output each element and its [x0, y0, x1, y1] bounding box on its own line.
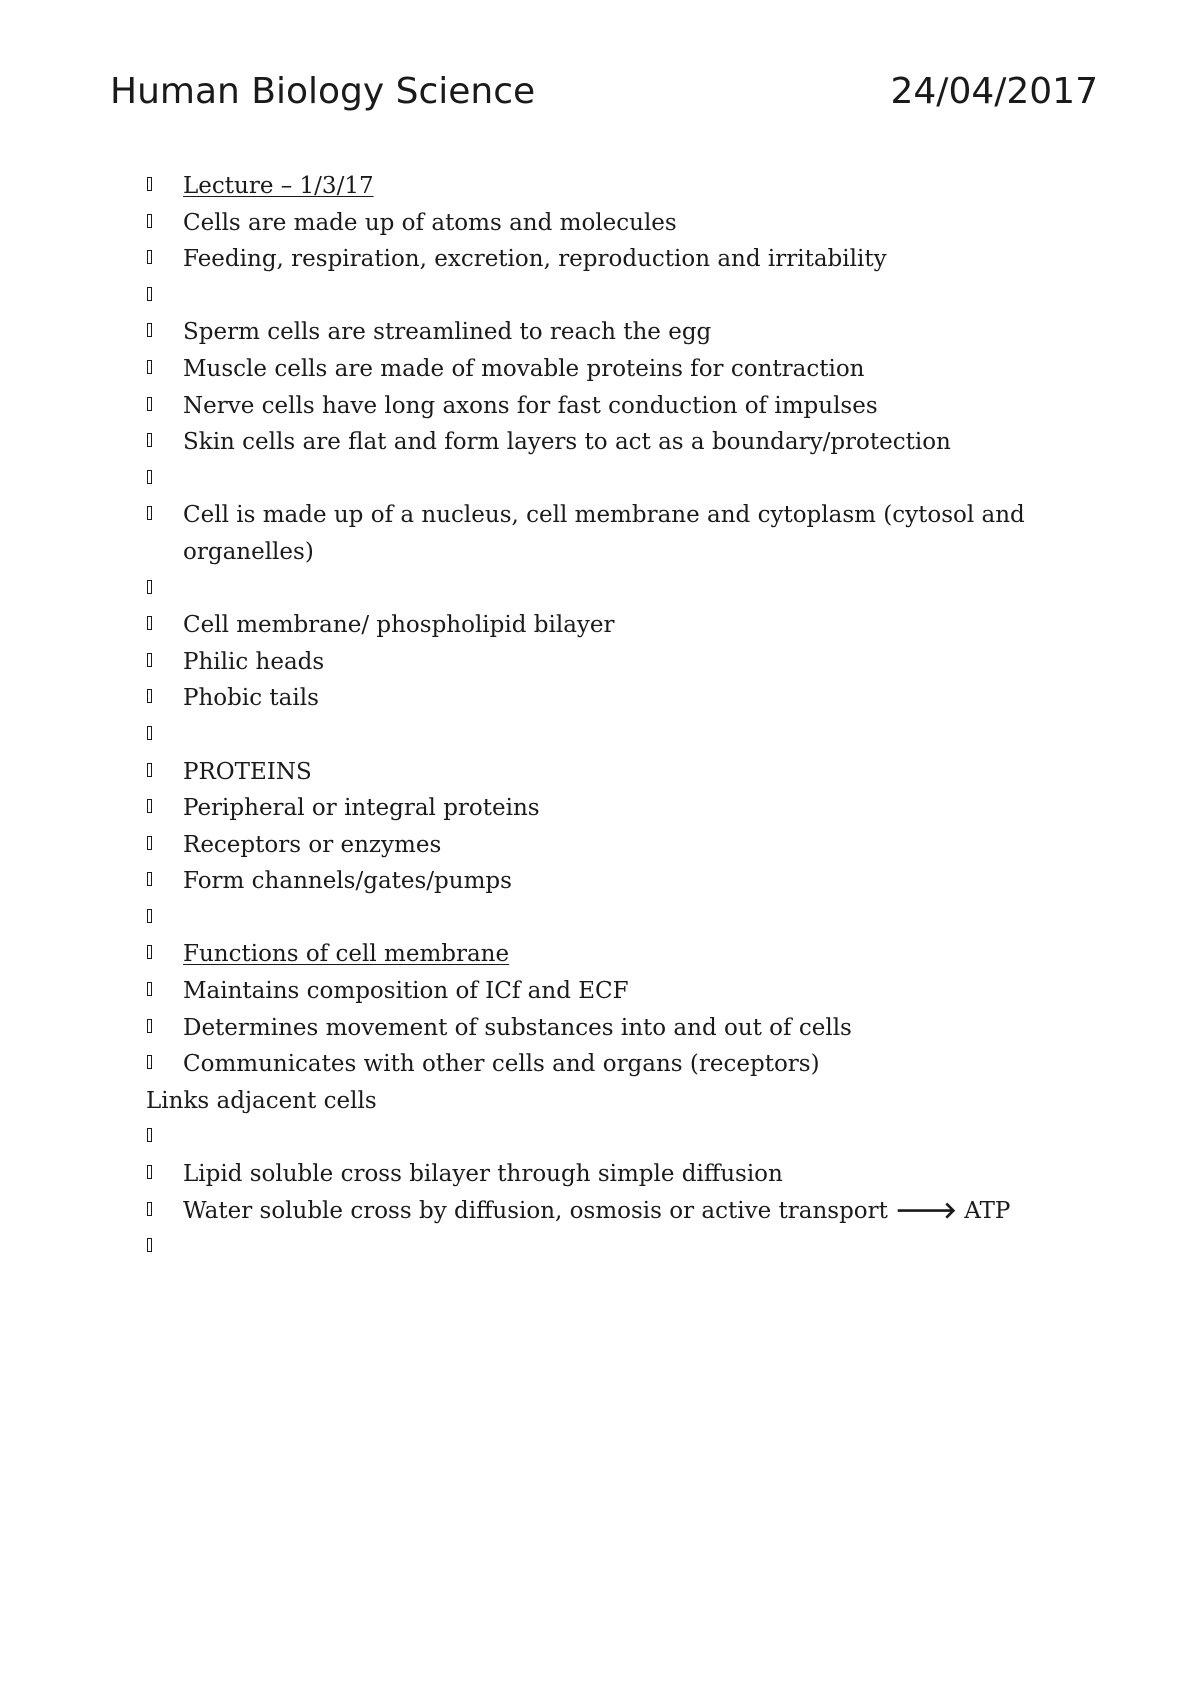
note-text: Water soluble cross by diffusion, osmosis or active transport	[183, 1197, 888, 1224]
note-line	[146, 936, 1046, 973]
note-line	[146, 973, 1046, 1010]
note-line	[146, 607, 1046, 644]
bullet-glyph-icon	[146, 205, 158, 242]
notes-list	[146, 168, 1046, 1266]
note-text: Form channels/gates/pumps	[183, 868, 512, 895]
note-line	[146, 241, 1046, 278]
bullet-glyph-icon	[146, 168, 158, 205]
bullet-glyph-icon	[146, 973, 158, 1010]
note-text: Maintains composition of ICf and ECF	[183, 978, 629, 1005]
bullet-glyph-icon	[146, 827, 158, 864]
note-line	[146, 1083, 1046, 1120]
note-line	[146, 205, 1046, 242]
note-text: Lipid soluble cross bilayer through simple diffusion	[183, 1161, 783, 1188]
note-line	[146, 1193, 1046, 1230]
note-line	[146, 863, 1046, 900]
bullet-glyph-icon	[146, 241, 158, 278]
bullet-glyph-icon	[146, 1010, 158, 1047]
note-text: Links adjacent cells	[146, 1087, 377, 1114]
note-text: Cell is made up of a nucleus, cell membrane and cytoplasm (cytosol and organelles)	[183, 502, 1025, 565]
note-line	[146, 790, 1046, 827]
note-text: Cell membrane/ phospholipid bilayer	[183, 612, 615, 639]
note-text: Lecture – 1/3/17	[183, 173, 374, 199]
note-text: Feeding, respiration, excretion, reproduction and irritability	[183, 246, 887, 273]
empty-note-line	[146, 571, 1046, 608]
bullet-glyph-icon	[146, 424, 158, 461]
empty-note-line	[146, 461, 1046, 498]
bullet-glyph-icon	[146, 790, 158, 827]
empty-note-line	[146, 1229, 1046, 1266]
note-text: Philic heads	[183, 648, 325, 675]
note-line	[146, 351, 1046, 388]
note-line	[146, 168, 1046, 205]
bullet-glyph-icon	[146, 1193, 158, 1230]
note-line	[146, 424, 1046, 461]
note-text: Nerve cells have long axons for fast conduction of impulses	[183, 392, 878, 419]
note-text: Cells are made up of atoms and molecules	[183, 209, 677, 236]
empty-note-line	[146, 278, 1046, 315]
note-line	[146, 644, 1046, 681]
note-line	[146, 497, 1046, 570]
note-line	[146, 314, 1046, 351]
bullet-glyph-icon	[146, 571, 158, 608]
bullet-glyph-icon	[146, 1046, 158, 1083]
note-suffix: ATP	[964, 1197, 1011, 1224]
note-line	[146, 754, 1046, 791]
note-line	[146, 680, 1046, 717]
bullet-glyph-icon	[146, 754, 158, 791]
bullet-glyph-icon	[146, 461, 158, 498]
bullet-glyph-icon	[146, 936, 158, 973]
bullet-glyph-icon	[146, 497, 158, 534]
note-line	[146, 388, 1046, 425]
note-text: Sperm cells are streamlined to reach the egg	[183, 319, 712, 346]
note-line	[146, 827, 1046, 864]
arrow-right-icon: 🡒	[895, 1197, 957, 1224]
note-text: PROTEINS	[183, 758, 312, 785]
page-header	[110, 68, 1098, 116]
empty-note-line	[146, 1119, 1046, 1156]
document-date: 24/04/2017	[890, 71, 1098, 112]
bullet-glyph-icon	[146, 1119, 158, 1156]
note-text: Muscle cells are made of movable proteins for contraction	[183, 355, 865, 382]
bullet-glyph-icon	[146, 607, 158, 644]
note-text: Determines movement of substances into and out of cells	[183, 1014, 852, 1041]
bullet-glyph-icon	[146, 863, 158, 900]
bullet-glyph-icon	[146, 1156, 158, 1193]
bullet-glyph-icon	[146, 644, 158, 681]
note-text: Receptors or enzymes	[183, 831, 442, 858]
note-text: Functions of cell membrane	[183, 941, 510, 968]
bullet-glyph-icon	[146, 717, 158, 754]
note-line	[146, 1046, 1046, 1083]
bullet-glyph-icon	[146, 900, 158, 937]
note-text: Peripheral or integral proteins	[183, 795, 540, 822]
bullet-glyph-icon	[146, 1229, 158, 1266]
bullet-glyph-icon	[146, 278, 158, 315]
note-line	[146, 1156, 1046, 1193]
document-title: Human Biology Science	[110, 71, 536, 112]
note-text: Skin cells are flat and form layers to act as a boundary/protection	[183, 429, 951, 456]
bullet-glyph-icon	[146, 388, 158, 425]
note-text: Communicates with other cells and organs (receptors)	[183, 1051, 820, 1078]
empty-note-line	[146, 900, 1046, 937]
bullet-glyph-icon	[146, 351, 158, 388]
note-line	[146, 1010, 1046, 1047]
empty-note-line	[146, 717, 1046, 754]
bullet-glyph-icon	[146, 314, 158, 351]
note-text: Phobic tails	[183, 685, 319, 712]
bullet-glyph-icon	[146, 680, 158, 717]
